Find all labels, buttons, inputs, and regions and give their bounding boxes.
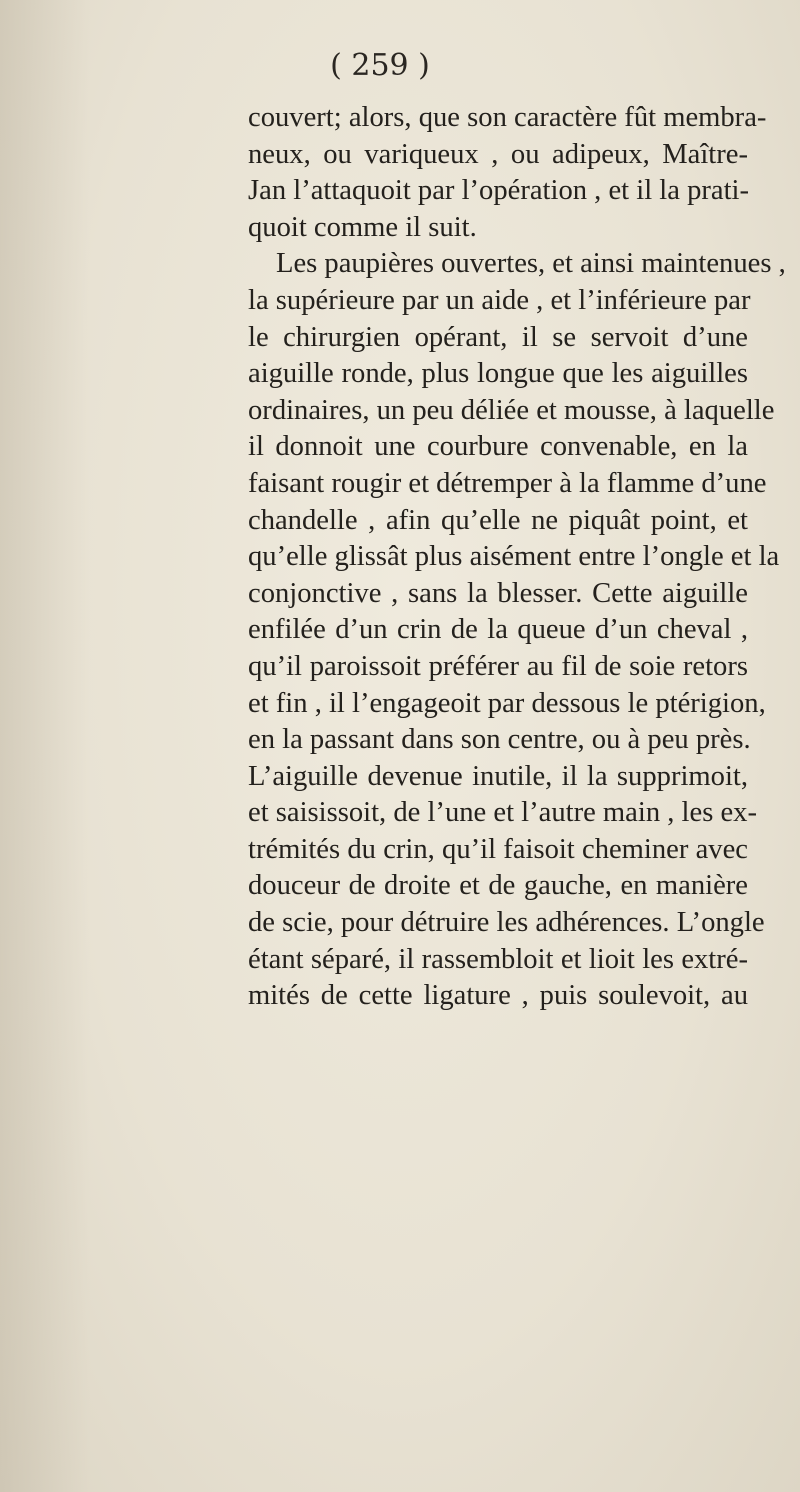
text-line: ordinaires, un peu déliée et mousse, à laquelle bbox=[248, 394, 775, 426]
text-line: conjonctive , sans la blesser. Cette aiguille bbox=[248, 577, 748, 609]
page-gutter-shadow bbox=[0, 0, 90, 1492]
text-line: et fin , il l’engageoit par dessous le ptérigion, bbox=[248, 687, 766, 719]
body-text bbox=[248, 100, 786, 1015]
text-line: Jan l’attaquoit par l’opération , et il la prati- bbox=[248, 175, 750, 207]
text-line: le chirurgien opérant, il se servoit d’une bbox=[248, 321, 748, 353]
text-line: chandelle , afin qu’elle ne piquât point, et bbox=[248, 504, 748, 536]
text-line: couvert; alors, que son caractère fût membra- bbox=[248, 102, 767, 133]
text-line: trémités du crin, qu’il faisoit cheminer avec bbox=[248, 833, 748, 865]
text-line: étant séparé, il rassembloit et lioit les extré- bbox=[248, 943, 748, 975]
text-line: L’aiguille devenue inutile, il la supprimoit, bbox=[248, 760, 748, 792]
text-line: neux, ou variqueux , ou adipeux, Maître- bbox=[248, 138, 748, 170]
text-line: en la passant dans son centre, ou à peu près. bbox=[248, 724, 751, 756]
text-line: mités de cette ligature , puis soulevoit, au bbox=[248, 980, 748, 1012]
text-line: aiguille ronde, plus longue que les aiguilles bbox=[248, 358, 748, 390]
text-line: de scie, pour détruire les adhérences. L’ongle bbox=[248, 907, 765, 939]
page-number: ( 259 ) bbox=[330, 48, 430, 83]
text-line: la supérieure par un aide , et l’inférieure par bbox=[248, 284, 751, 316]
text-line: qu’elle glissât plus aisément entre l’ongle et la bbox=[248, 541, 780, 573]
text-line: il donnoit une courbure convenable, en la bbox=[248, 431, 748, 463]
text-line: douceur de droite et de gauche, en manière bbox=[248, 870, 748, 902]
text-line: Les paupières ouvertes, et ainsi maintenues , bbox=[276, 248, 786, 280]
text-line: quoit comme il suit. bbox=[248, 211, 477, 243]
text-line: et saisissoit, de l’une et l’autre main , les ex- bbox=[248, 797, 757, 829]
text-line: faisant rougir et détremper à la flamme d’une bbox=[248, 467, 767, 499]
text-line: qu’il paroissoit préférer au fil de soie retors bbox=[248, 650, 748, 682]
text-line: enfilée d’un crin de la queue d’un cheval , bbox=[248, 614, 748, 646]
